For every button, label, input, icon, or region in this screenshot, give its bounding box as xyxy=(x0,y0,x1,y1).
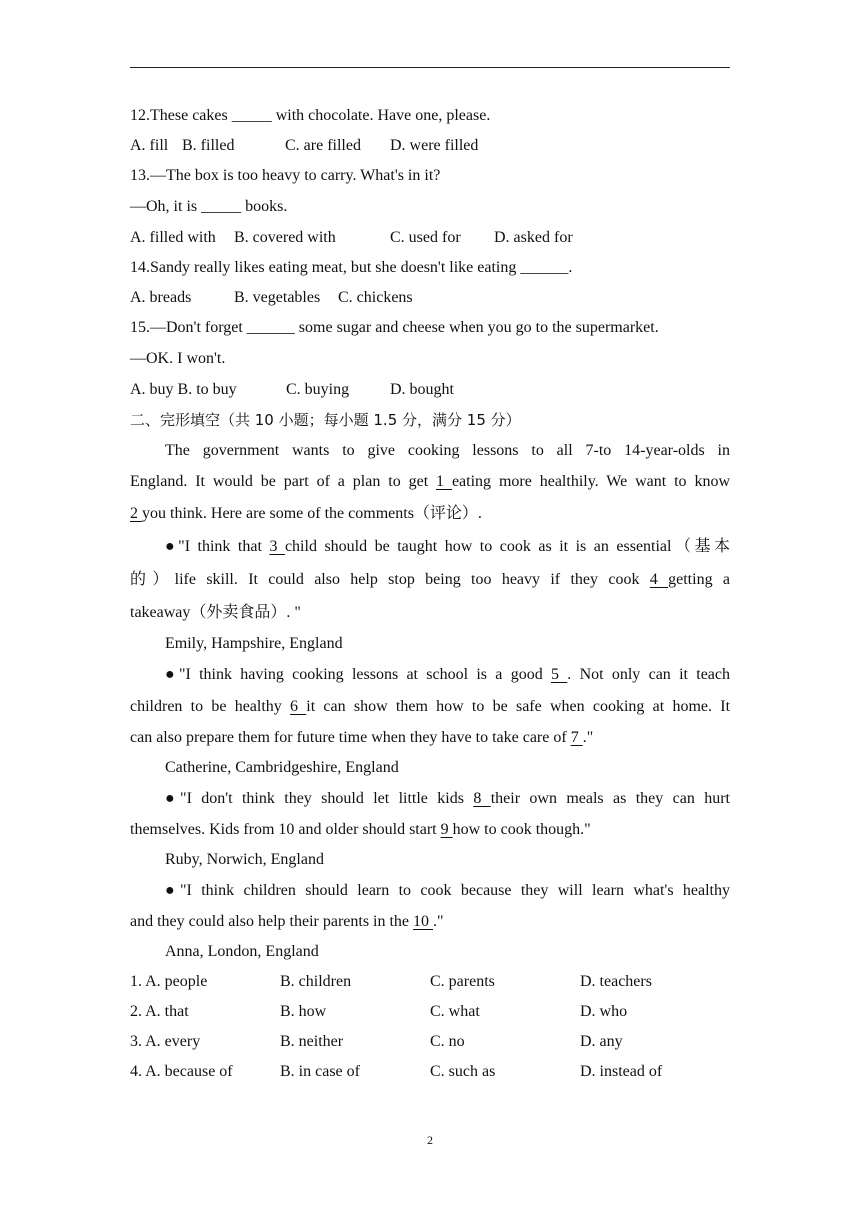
passage-line: The government wants to give cooking lessons to all 7-to 14-year-olds in xyxy=(165,442,730,459)
question-12-options xyxy=(130,131,730,161)
question-14-stem: 14.Sandy really likes eating meat, but she doesn't like eating ______. xyxy=(130,259,573,276)
passage-line: 2 you think. Here are some of the comments（评论）. xyxy=(130,505,482,522)
header-rule xyxy=(130,67,730,68)
blank-10: 10 xyxy=(413,913,434,930)
answer-row: 2. A. that B. how C. what D. who xyxy=(130,1003,628,1020)
answer-row: 1. A. people B. children C. parents D. teachers xyxy=(130,973,652,990)
question-14-options xyxy=(130,283,730,313)
option: D. were filled xyxy=(390,137,479,154)
passage-line: themselves. Kids from 10 and older should start 9 how to cook though." xyxy=(130,821,591,838)
blank-8: 8 xyxy=(473,790,491,807)
blank-1: 1 xyxy=(436,473,452,490)
question-15-options xyxy=(130,375,730,405)
option: C. used for xyxy=(390,229,461,246)
question-15-stem: 15.—Don't forget ______ some sugar and cheese when you go to the supermarket. xyxy=(130,319,659,336)
passage-line: children to be healthy 6 it can show them how to be safe when cooking at home. It xyxy=(130,698,730,715)
option: C. buying xyxy=(286,381,350,398)
option: B. filled xyxy=(182,137,235,154)
blank-4: 4 xyxy=(649,571,669,588)
passage-line: ●"I think having cooking lessons at school is a good 5 . Not only can it teach xyxy=(165,666,730,683)
passage-line: can also prepare them for future time when they have to take care of 7 ." xyxy=(130,729,594,746)
passage-line: 的）life skill. It could also help stop being too heavy if they cook 4 getting a xyxy=(130,571,730,588)
option: C. are filled xyxy=(285,137,361,154)
passage-line: ●"I think children should learn to cook because they will learn what's healthy xyxy=(165,882,730,899)
blank-9: 9 xyxy=(440,821,453,838)
passage-line: ●"I think that 3 child should be taught how to cook as it is an essential（基本 xyxy=(165,538,730,555)
blank-7: 7 xyxy=(570,729,583,746)
exam-page-content xyxy=(130,101,730,1087)
comment-signature: Ruby, Norwich, England xyxy=(165,851,324,868)
comment-signature: Emily, Hampshire, England xyxy=(165,635,343,652)
question-12-stem: 12.These cakes _____ with chocolate. Have one, please. xyxy=(130,107,491,124)
question-13-stem: 13.—The box is too heavy to carry. What's in it? xyxy=(130,167,441,184)
comment-signature: Anna, London, England xyxy=(165,943,319,960)
blank-6: 6 xyxy=(290,698,307,715)
comment-signature: Catherine, Cambridgeshire, England xyxy=(165,759,399,776)
question-15-reply: —OK. I won't. xyxy=(130,350,226,367)
option: A. buy B. to buy xyxy=(130,381,237,398)
question-13-options xyxy=(130,223,730,253)
option: A. filled with xyxy=(130,229,216,246)
question-13-reply: —Oh, it is _____ books. xyxy=(130,198,288,215)
option: D. asked for xyxy=(494,229,573,246)
option: B. covered with xyxy=(234,229,336,246)
section-heading: 二、完形填空（共 10 小题；每小题 1.5 分，满分 15 分） xyxy=(130,411,521,429)
blank-3: 3 xyxy=(269,538,285,555)
answer-row: 4. A. because of B. in case of C. such as D. instead of xyxy=(130,1063,663,1080)
passage-line: and they could also help their parents in the 10 ." xyxy=(130,913,444,930)
passage-line: ●"I don't think they should let little kids 8 their own meals as they can hurt xyxy=(165,790,730,807)
passage-line: England. It would be part of a plan to get 1 eating more healthily. We want to know xyxy=(130,473,730,490)
option: B. vegetables xyxy=(234,289,321,306)
option: D. bought xyxy=(390,381,454,398)
option: C. chickens xyxy=(338,289,413,306)
option: A. fill xyxy=(130,137,169,154)
page-number: 2 xyxy=(427,1133,433,1147)
blank-5: 5 xyxy=(550,666,568,683)
passage-line: takeaway（外卖食品）. " xyxy=(130,604,301,621)
answer-row: 3. A. every B. neither C. no D. any xyxy=(130,1033,623,1050)
option: A. breads xyxy=(130,289,192,306)
blank-2: 2 xyxy=(130,505,142,522)
